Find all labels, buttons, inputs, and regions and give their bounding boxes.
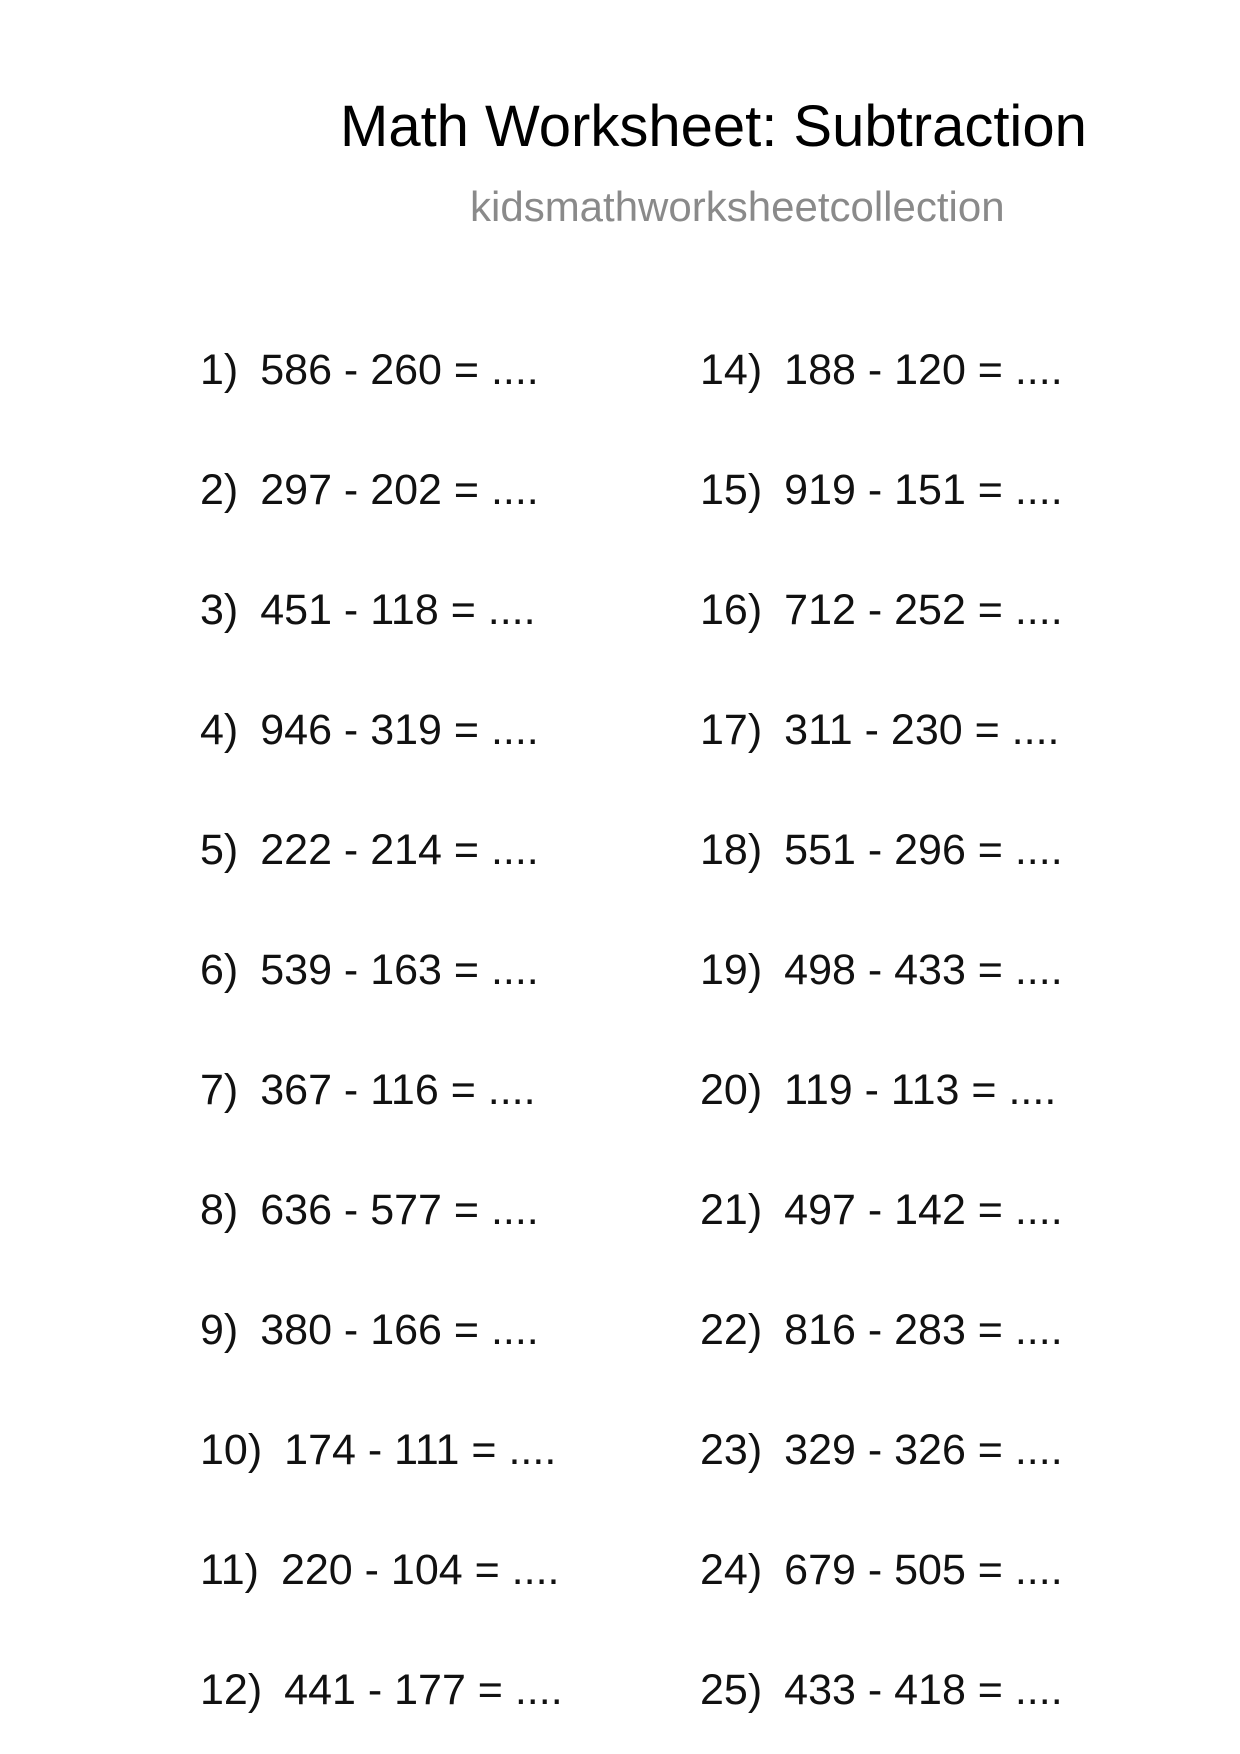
problem-expression: 539 - 163 = .... [260, 946, 539, 994]
problem-expression: 433 - 418 = .... [784, 1666, 1063, 1714]
problem-number: 25) [700, 1666, 763, 1714]
problem-number: 22) [700, 1306, 763, 1354]
problem-expression: 188 - 120 = .... [784, 346, 1063, 394]
problem-item [700, 705, 1059, 755]
problem-expression: 329 - 326 = .... [784, 1426, 1063, 1474]
problem-expression: 679 - 505 = .... [784, 1546, 1063, 1594]
problem-item [200, 705, 539, 755]
problem-expression: 451 - 118 = .... [260, 586, 536, 634]
problem-expression: 441 - 177 = .... [284, 1666, 563, 1714]
problem-item [200, 1305, 539, 1355]
problem-expression: 297 - 202 = .... [260, 466, 539, 514]
problem-item [200, 1665, 563, 1715]
problem-number: 12) [200, 1666, 263, 1714]
problem-expression: 222 - 214 = .... [260, 826, 539, 874]
problem-number: 24) [700, 1546, 763, 1594]
problem-number: 16) [700, 586, 763, 634]
problem-item [200, 1425, 556, 1475]
problem-item [700, 1425, 1063, 1475]
problem-expression: 586 - 260 = .... [260, 346, 539, 394]
problem-number: 18) [700, 826, 763, 874]
problem-item [200, 1545, 559, 1595]
problem-expression: 380 - 166 = .... [260, 1306, 539, 1354]
problem-expression: 498 - 433 = .... [784, 946, 1063, 994]
problem-number: 4) [200, 706, 239, 754]
page-title: Math Worksheet: Subtraction [340, 94, 1087, 159]
problem-expression: 119 - 113 = .... [784, 1066, 1057, 1114]
problem-number: 6) [200, 946, 239, 994]
problem-item [700, 1665, 1063, 1715]
problem-item [700, 1185, 1063, 1235]
problem-item [200, 345, 539, 395]
problem-item [700, 825, 1063, 875]
problem-expression: 311 - 230 = .... [784, 706, 1060, 754]
problem-item [700, 345, 1063, 395]
problem-number: 10) [200, 1426, 263, 1474]
problem-item [200, 825, 539, 875]
problem-item [700, 1305, 1063, 1355]
problem-expression: 919 - 151 = .... [784, 466, 1063, 514]
problem-expression: 497 - 142 = .... [784, 1186, 1063, 1234]
problem-number: 23) [700, 1426, 763, 1474]
problem-number: 21) [700, 1186, 763, 1234]
problem-item [200, 1185, 539, 1235]
problem-expression: 174 - 111 = .... [284, 1426, 557, 1474]
problem-item [700, 1545, 1063, 1595]
problem-number: 5) [200, 826, 239, 874]
problem-item [200, 585, 536, 635]
problem-expression: 551 - 296 = .... [784, 826, 1063, 874]
problem-number: 7) [200, 1066, 239, 1114]
problem-number: 17) [700, 706, 763, 754]
problem-expression: 367 - 116 = .... [260, 1066, 536, 1114]
site-watermark: kidsmathworksheetcollection [470, 183, 1005, 230]
problem-number: 1) [200, 346, 239, 394]
problem-number: 11) [200, 1546, 259, 1594]
problem-expression: 816 - 283 = .... [784, 1306, 1063, 1354]
problem-number: 20) [700, 1066, 763, 1114]
problem-item [700, 465, 1063, 515]
problem-expression: 220 - 104 = .... [280, 1546, 560, 1594]
problem-expression: 712 - 252 = .... [784, 586, 1063, 634]
problem-number: 19) [700, 946, 763, 994]
problem-expression: 946 - 319 = .... [260, 706, 539, 754]
problem-item [700, 1065, 1056, 1115]
problem-number: 15) [700, 466, 763, 514]
problem-item [200, 465, 539, 515]
problem-number: 9) [200, 1306, 239, 1354]
problem-number: 2) [200, 466, 239, 514]
problem-number: 14) [700, 346, 763, 394]
problem-item [700, 585, 1063, 635]
problem-number: 3) [200, 586, 239, 634]
problem-item [200, 945, 539, 995]
problem-item [700, 945, 1063, 995]
problem-expression: 636 - 577 = .... [260, 1186, 539, 1234]
problem-number: 8) [200, 1186, 239, 1234]
problem-item [200, 1065, 536, 1115]
